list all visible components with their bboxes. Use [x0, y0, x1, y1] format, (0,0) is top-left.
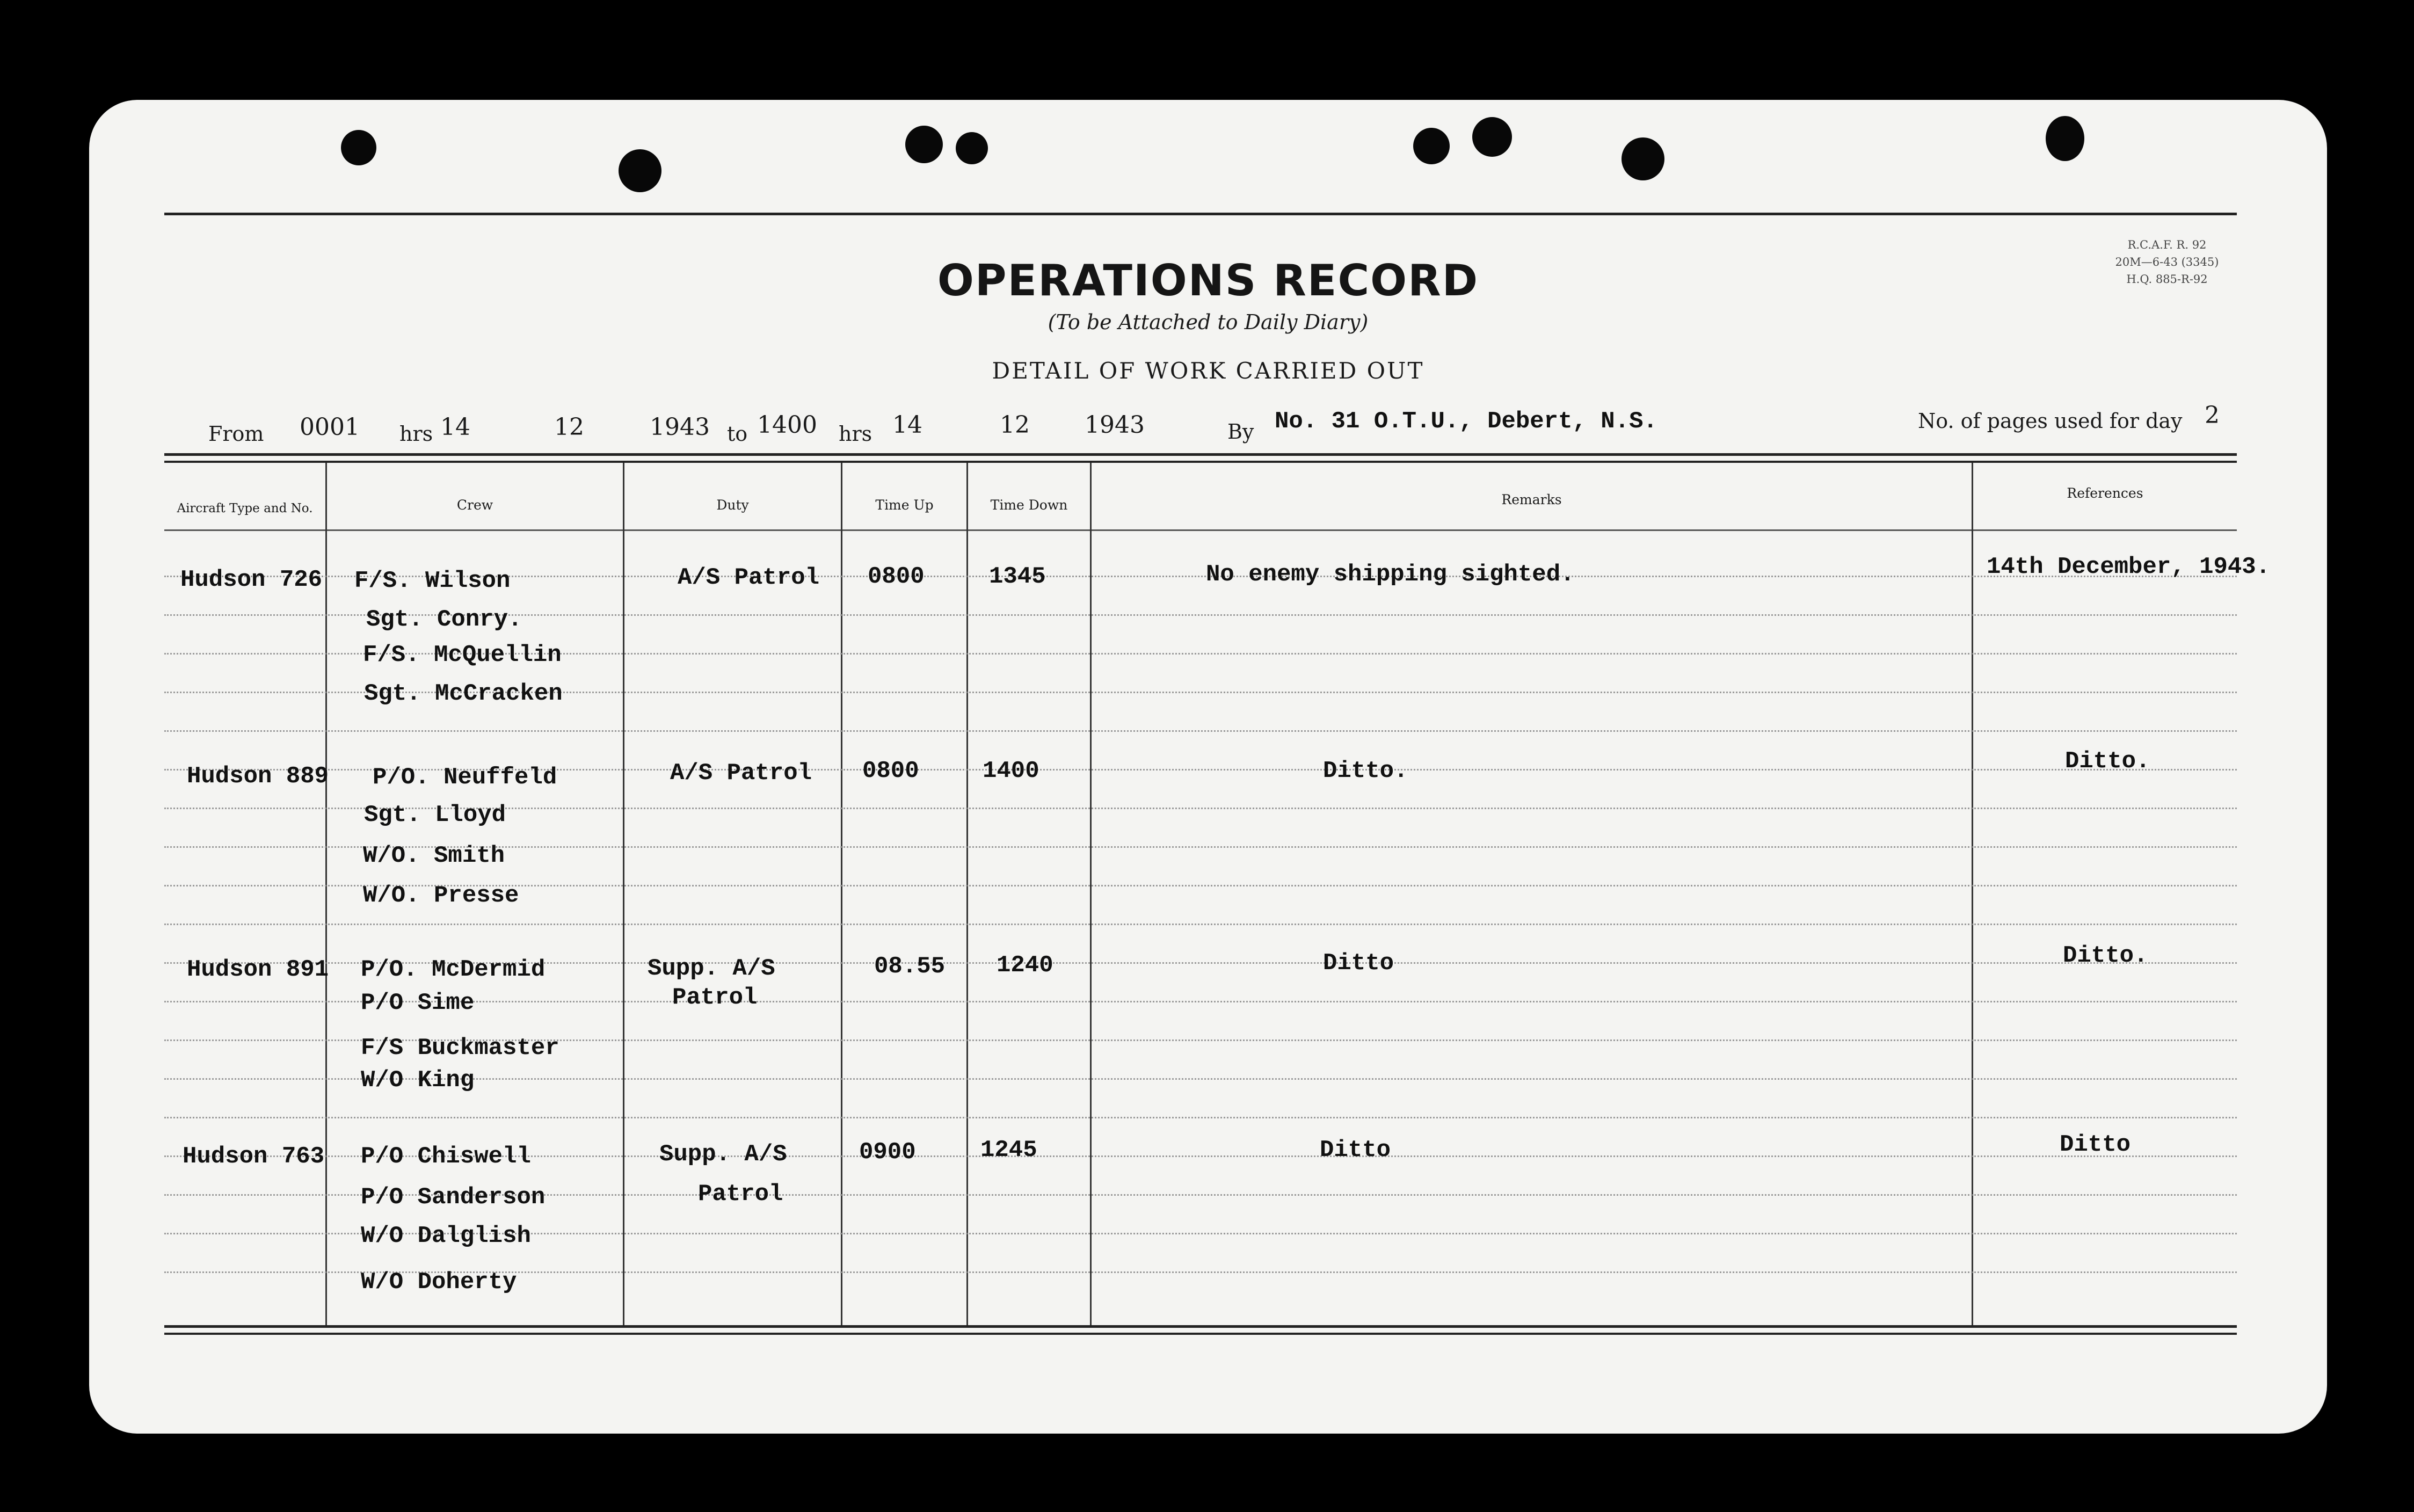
hrs-label: hrs [399, 422, 433, 446]
reference-cell: Ditto. [2065, 748, 2150, 775]
duty-cell: Patrol [672, 984, 758, 1011]
duty-cell: Supp. A/S [648, 955, 775, 982]
form-code [2108, 236, 2226, 288]
from-month: 12 [554, 413, 584, 441]
column-divider [1972, 463, 1973, 1325]
column-header-remarks: Remarks [1501, 492, 1562, 507]
crew-member: F/S. Wilson [354, 568, 511, 594]
punch-hole [341, 130, 376, 165]
crew-member: P/O Chiswell [361, 1143, 531, 1170]
form-code-line: H.Q. 885-R-92 [2126, 273, 2208, 286]
crew-member: F/S. McQuellin [363, 642, 562, 668]
punch-hole [2046, 116, 2084, 161]
crew-member: W/O King [361, 1067, 475, 1094]
crew-member: P/O Sanderson [361, 1184, 546, 1211]
crew-member: Sgt. Lloyd [364, 802, 506, 828]
reference-cell: Ditto. [2063, 942, 2148, 969]
punch-hole [905, 126, 943, 163]
column-divider [623, 463, 624, 1325]
crew-member: W/O Doherty [361, 1269, 517, 1296]
unit-name: No. 31 O.T.U., Debert, N.S. [1275, 408, 1657, 435]
table-bottom-rule [164, 1325, 2237, 1328]
crew-member: W/O. Smith [363, 842, 505, 869]
crew-member: W/O Dalglish [361, 1223, 531, 1249]
time-up-cell: 08.55 [874, 953, 946, 980]
time-down-cell: 1400 [983, 758, 1039, 784]
column-header-aircraft: Aircraft Type and No. [177, 501, 313, 515]
time-down-cell: 1240 [997, 952, 1053, 979]
column-header-crew: Crew [456, 497, 493, 513]
ruled-line [164, 730, 2237, 732]
crew-member: F/S Buckmaster [361, 1035, 559, 1062]
pages-count: 2 [2205, 402, 2220, 429]
column-divider [841, 463, 842, 1325]
column-divider [325, 463, 327, 1325]
punch-hole [619, 149, 661, 192]
duty-cell: A/S Patrol [678, 564, 820, 591]
aircraft-cell: Hudson 889 [187, 763, 329, 790]
reference-cell: Ditto [2060, 1131, 2131, 1158]
pages-label: No. of pages used for day [1918, 409, 2183, 433]
aircraft-cell: Hudson 726 [180, 566, 323, 593]
table-top-rule [164, 461, 2237, 463]
ruled-line [164, 1078, 2237, 1080]
from-label: From [208, 422, 264, 446]
form-heading: DETAIL OF WORK CARRIED OUT [992, 358, 1424, 384]
time-up-cell: 0900 [859, 1139, 916, 1166]
crew-member: P/O Sime [361, 990, 475, 1016]
ruled-line [164, 1001, 2237, 1002]
form-code-line: 20M—6-43 (3345) [2115, 256, 2219, 268]
to-label: to [727, 422, 748, 446]
from-day: 14 [440, 413, 470, 441]
ruled-line [164, 1117, 2237, 1118]
time-down-cell: 1245 [980, 1137, 1037, 1164]
crew-member: P/O. McDermid [361, 956, 546, 983]
top-rule [164, 213, 2237, 215]
time-down-cell: 1345 [989, 563, 1046, 590]
crew-member: P/O. Neuffeld [373, 764, 557, 791]
crew-member: Sgt. McCracken [364, 680, 563, 707]
aircraft-cell: Hudson 891 [187, 956, 329, 983]
punch-hole [956, 132, 988, 164]
to-year: 1943 [1085, 411, 1145, 439]
remarks-cell: Ditto [1320, 1137, 1391, 1164]
to-day: 14 [892, 411, 922, 439]
crew-member: W/O. Presse [363, 882, 519, 909]
ruled-line [164, 924, 2237, 925]
punch-hole [1622, 137, 1664, 180]
duty-cell: Patrol [698, 1181, 783, 1208]
form-code-line: R.C.A.F. R. 92 [2127, 238, 2207, 251]
from-time: 0001 [300, 413, 360, 441]
table-top-rule [164, 453, 2237, 456]
to-month: 12 [1000, 411, 1030, 439]
remarks-cell: No enemy shipping sighted. [1206, 561, 1575, 588]
duty-cell: Supp. A/S [659, 1141, 787, 1168]
header-underline [164, 529, 2237, 531]
record-card [89, 100, 2327, 1434]
from-year: 1943 [650, 413, 710, 441]
column-divider [1090, 463, 1092, 1325]
column-header-time-up: Time Up [875, 497, 934, 513]
column-divider [966, 463, 968, 1325]
to-time: 1400 [757, 411, 817, 439]
duty-cell: A/S Patrol [670, 760, 812, 787]
hrs-label: hrs [839, 422, 872, 446]
crew-member: Sgt. Conry. [366, 606, 522, 633]
form-subtitle: (To be Attached to Daily Diary) [1048, 310, 1369, 334]
punch-hole [1413, 128, 1450, 164]
reference-cell: 14th December, 1943. [1987, 554, 2271, 580]
time-up-cell: 0800 [862, 758, 919, 784]
column-header-duty: Duty [716, 497, 749, 513]
aircraft-cell: Hudson 763 [183, 1143, 325, 1170]
by-label: By [1227, 420, 1254, 444]
column-header-time-down: Time Down [990, 497, 1068, 513]
table-bottom-rule [164, 1333, 2237, 1335]
remarks-cell: Ditto. [1323, 758, 1408, 784]
form-title: OPERATIONS RECORD [937, 256, 1479, 306]
time-up-cell: 0800 [868, 563, 925, 590]
column-header-references: References [2067, 485, 2143, 501]
punch-hole [1472, 117, 1512, 157]
remarks-cell: Ditto [1323, 950, 1394, 977]
